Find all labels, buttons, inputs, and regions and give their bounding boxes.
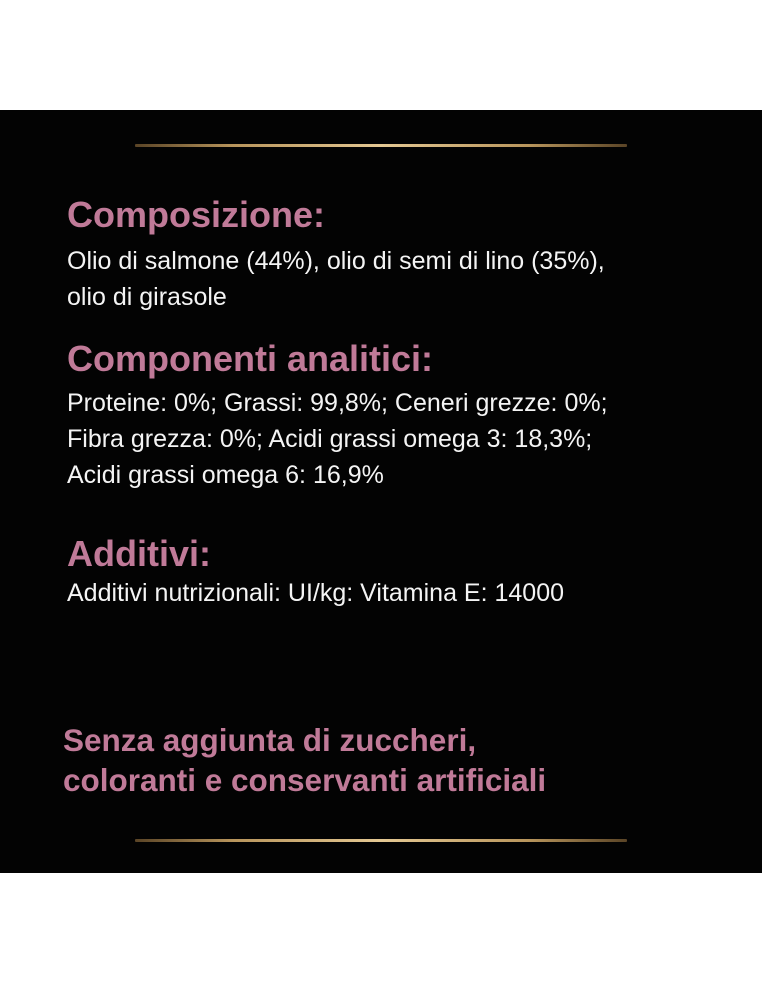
gold-divider-top xyxy=(135,144,627,147)
composition-heading: Composizione: xyxy=(67,194,325,235)
analytical-components-heading: Componenti analitici: xyxy=(67,338,434,379)
analytical-line: Fibra grezza: 0%; Acidi grassi omega 3: 18,3%; xyxy=(67,425,593,453)
gold-divider-bottom xyxy=(135,839,627,842)
composition-line: olio di girasole xyxy=(67,283,227,311)
claim-line: Senza aggiunta di zuccheri, xyxy=(63,722,477,758)
analytical-line: Proteine: 0%; Grassi: 99,8%; Ceneri grezze: 0%; xyxy=(67,389,608,417)
additives-line: Additivi nutrizionali: UI/kg: Vitamina E: 14000 xyxy=(67,579,565,607)
label-panel xyxy=(0,110,762,873)
analytical-components-text xyxy=(67,385,608,493)
composition-line: Olio di salmone (44%), olio di semi di lino (35%), xyxy=(67,247,605,275)
additives-heading: Additivi: xyxy=(67,533,211,574)
composition-text xyxy=(67,243,605,315)
additives-text xyxy=(67,575,564,611)
analytical-line: Acidi grassi omega 6: 16,9% xyxy=(67,461,384,489)
claim-line: coloranti e conservanti artificiali xyxy=(63,762,547,798)
no-additives-claim xyxy=(63,720,546,800)
